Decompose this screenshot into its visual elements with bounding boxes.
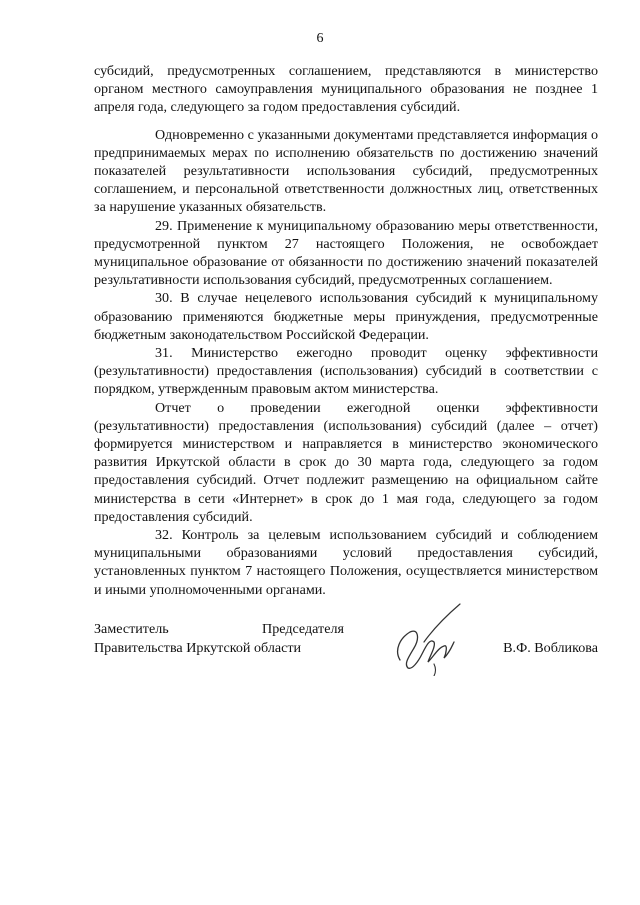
signatory-title-line2: Правительства Иркутской области bbox=[94, 640, 302, 656]
signatory-title-word1: Заместитель bbox=[94, 621, 169, 637]
document-body bbox=[94, 62, 598, 599]
page-number: 6 bbox=[316, 31, 324, 46]
paragraph: Одновременно с указанными документами представляется информация о предпринимаемых мерах по исполнению обязательств по достижению значений показателей результативности использования субсидий, предусмотренных соглашением, и персональной ответственности должностных лиц, ответственных за нарушение указанных обязательств. bbox=[94, 126, 598, 216]
paragraph: субсидий, предусмотренных соглашением, представляются в министерство органом местного самоуправления муниципального образования не позднее 1 апреля года, следующего за годом предоставления субсидий. bbox=[94, 63, 598, 116]
paragraph-32: 32. Контроль за целевым использованием субсидий и соблюдением муниципальными образованиями условий предоставления субсидий, установленных пунктом 7 настоящего Положения, осуществляется министерством и иными уполномоченными органами. bbox=[94, 527, 598, 598]
paragraph-31: 31. Министерство ежегодно проводит оценку эффективности (результативности) предоставления (использования) субсидий в соответствии с порядком, утвержденным правовым актом министерства. bbox=[94, 345, 598, 398]
signatory-title-line1 bbox=[94, 620, 344, 639]
paragraph-29: 29. Применение к муниципальному образованию меры ответственности, предусмотренной пунктом 27 настоящего Положения, не освобождает муниципальное образование от обязанности по достижению значений показателей результативности использования субсидий, предусмотренных соглашением. bbox=[94, 217, 598, 289]
handwritten-signature bbox=[394, 598, 474, 676]
paragraph-30: 30. В случае нецелевого использования субсидий к муниципальному образованию применяются бюджетные меры принуждения, предусмотренные бюджетным законодательством Российской Федерации. bbox=[94, 290, 598, 343]
paragraph: Отчет о проведении ежегодной оценки эффективности (результативности) предоставления (использования) субсидий (далее – отчет) формируется министерством и направляется в министерство экономического развития Иркутской области в срок до 30 марта года, следующего за годом предоставления субсидий. Отчет подлежит размещению на официальном сайте министерства в сети «Интернет» в срок до 1 мая года, следующего за годом предоставления субсидий. bbox=[94, 399, 598, 525]
signatory-name: В.Ф. Вобликова bbox=[503, 640, 598, 656]
signatory-title-word2: Председателя bbox=[262, 621, 344, 637]
signature-block bbox=[94, 620, 598, 680]
